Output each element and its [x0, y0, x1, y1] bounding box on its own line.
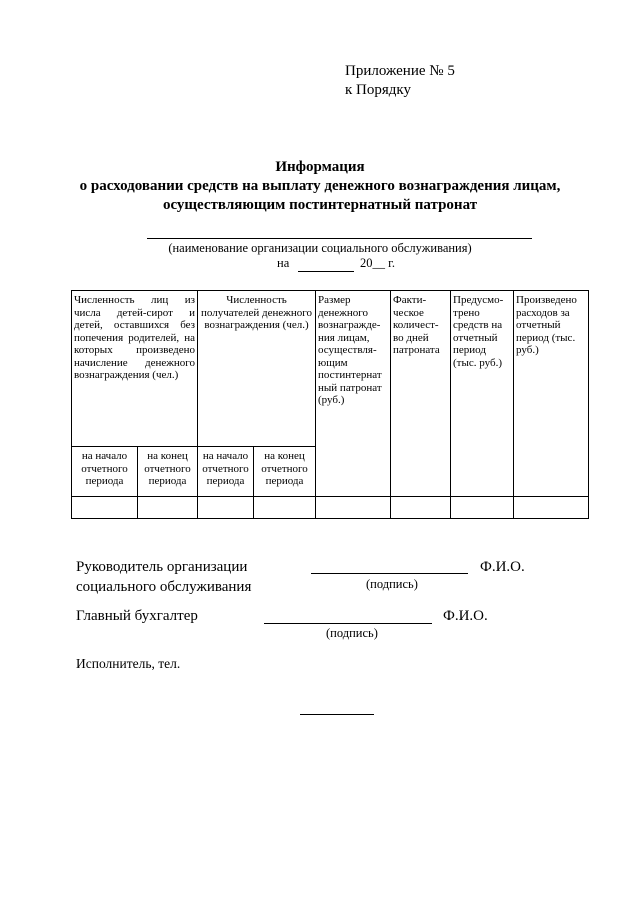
- organization-name-line: [147, 238, 532, 239]
- header-planned-funds: Предусмо-трено средств на отчетный период (тыс. руб.): [451, 291, 514, 497]
- accountant-title: Главный бухгалтер: [76, 608, 198, 624]
- table-cell: [316, 497, 391, 519]
- document-title: Информация: [275, 159, 365, 175]
- document-subtitle-line2: осуществляющим постинтернатный патронат: [162, 197, 478, 213]
- appendix-number: Приложение № 5: [345, 63, 455, 79]
- footnote-separator: [300, 714, 374, 715]
- head-signature-line: [311, 573, 468, 574]
- header-expenses: Произведено расходов за отчетный период (тыс. руб.): [514, 291, 589, 497]
- header-actual-days: Факти-ческое количест-во дней патроната: [391, 291, 451, 497]
- table-cell: [72, 497, 138, 519]
- header-recipients-count: Численность получателей денежного вознаграждения (чел.): [198, 291, 316, 447]
- accountant-signature-line: [264, 623, 432, 624]
- head-title: [76, 557, 251, 597]
- report-table: [71, 290, 589, 519]
- table-cell: [198, 497, 254, 519]
- head-title-line1: Руководитель организации: [76, 559, 248, 575]
- appendix-reference: [345, 62, 455, 100]
- head-signature-caption: (подпись): [366, 577, 418, 591]
- table-cell: [391, 497, 451, 519]
- header-orphans-count: Численность лиц из числа детей-сирот и детей, оставшихся без попечения родителей, на которых произведено начисление денежного вознаграждения (чел.): [72, 291, 198, 447]
- organization-caption: (наименование организации социального обслуживания): [168, 241, 472, 255]
- subheader-end-period-1: на конец отчетного периода: [138, 447, 198, 497]
- date-prefix: на: [277, 256, 290, 270]
- subheader-start-period-2: на начало отчетного периода: [198, 447, 254, 497]
- table-cell: [451, 497, 514, 519]
- accountant-fio: Ф.И.О.: [443, 608, 488, 624]
- document-subtitle-line1: о расходовании средств на выплату денежного вознаграждения лицам,: [79, 178, 561, 194]
- subheader-start-period-1: на начало отчетного периода: [72, 447, 138, 497]
- executor-label: Исполнитель, тел.: [76, 656, 181, 671]
- table-cell: [514, 497, 589, 519]
- table-cell: [138, 497, 198, 519]
- appendix-order: к Порядку: [345, 82, 411, 98]
- accountant-signature-caption: (подпись): [326, 626, 378, 640]
- date-year: 20__ г.: [360, 256, 395, 270]
- table-header-row: [72, 291, 589, 447]
- date-blank-line: [298, 271, 354, 272]
- header-reward-amount: Размер денежного вознагражде-ния лицам, осуществля-ющим постинтернат ный патронат (руб.): [316, 291, 391, 497]
- table-cell: [254, 497, 316, 519]
- table-row: [72, 497, 589, 519]
- head-fio: Ф.И.О.: [480, 559, 525, 575]
- subheader-end-period-2: на конец отчетного периода: [254, 447, 316, 497]
- head-title-line2: социального обслуживания: [76, 579, 252, 595]
